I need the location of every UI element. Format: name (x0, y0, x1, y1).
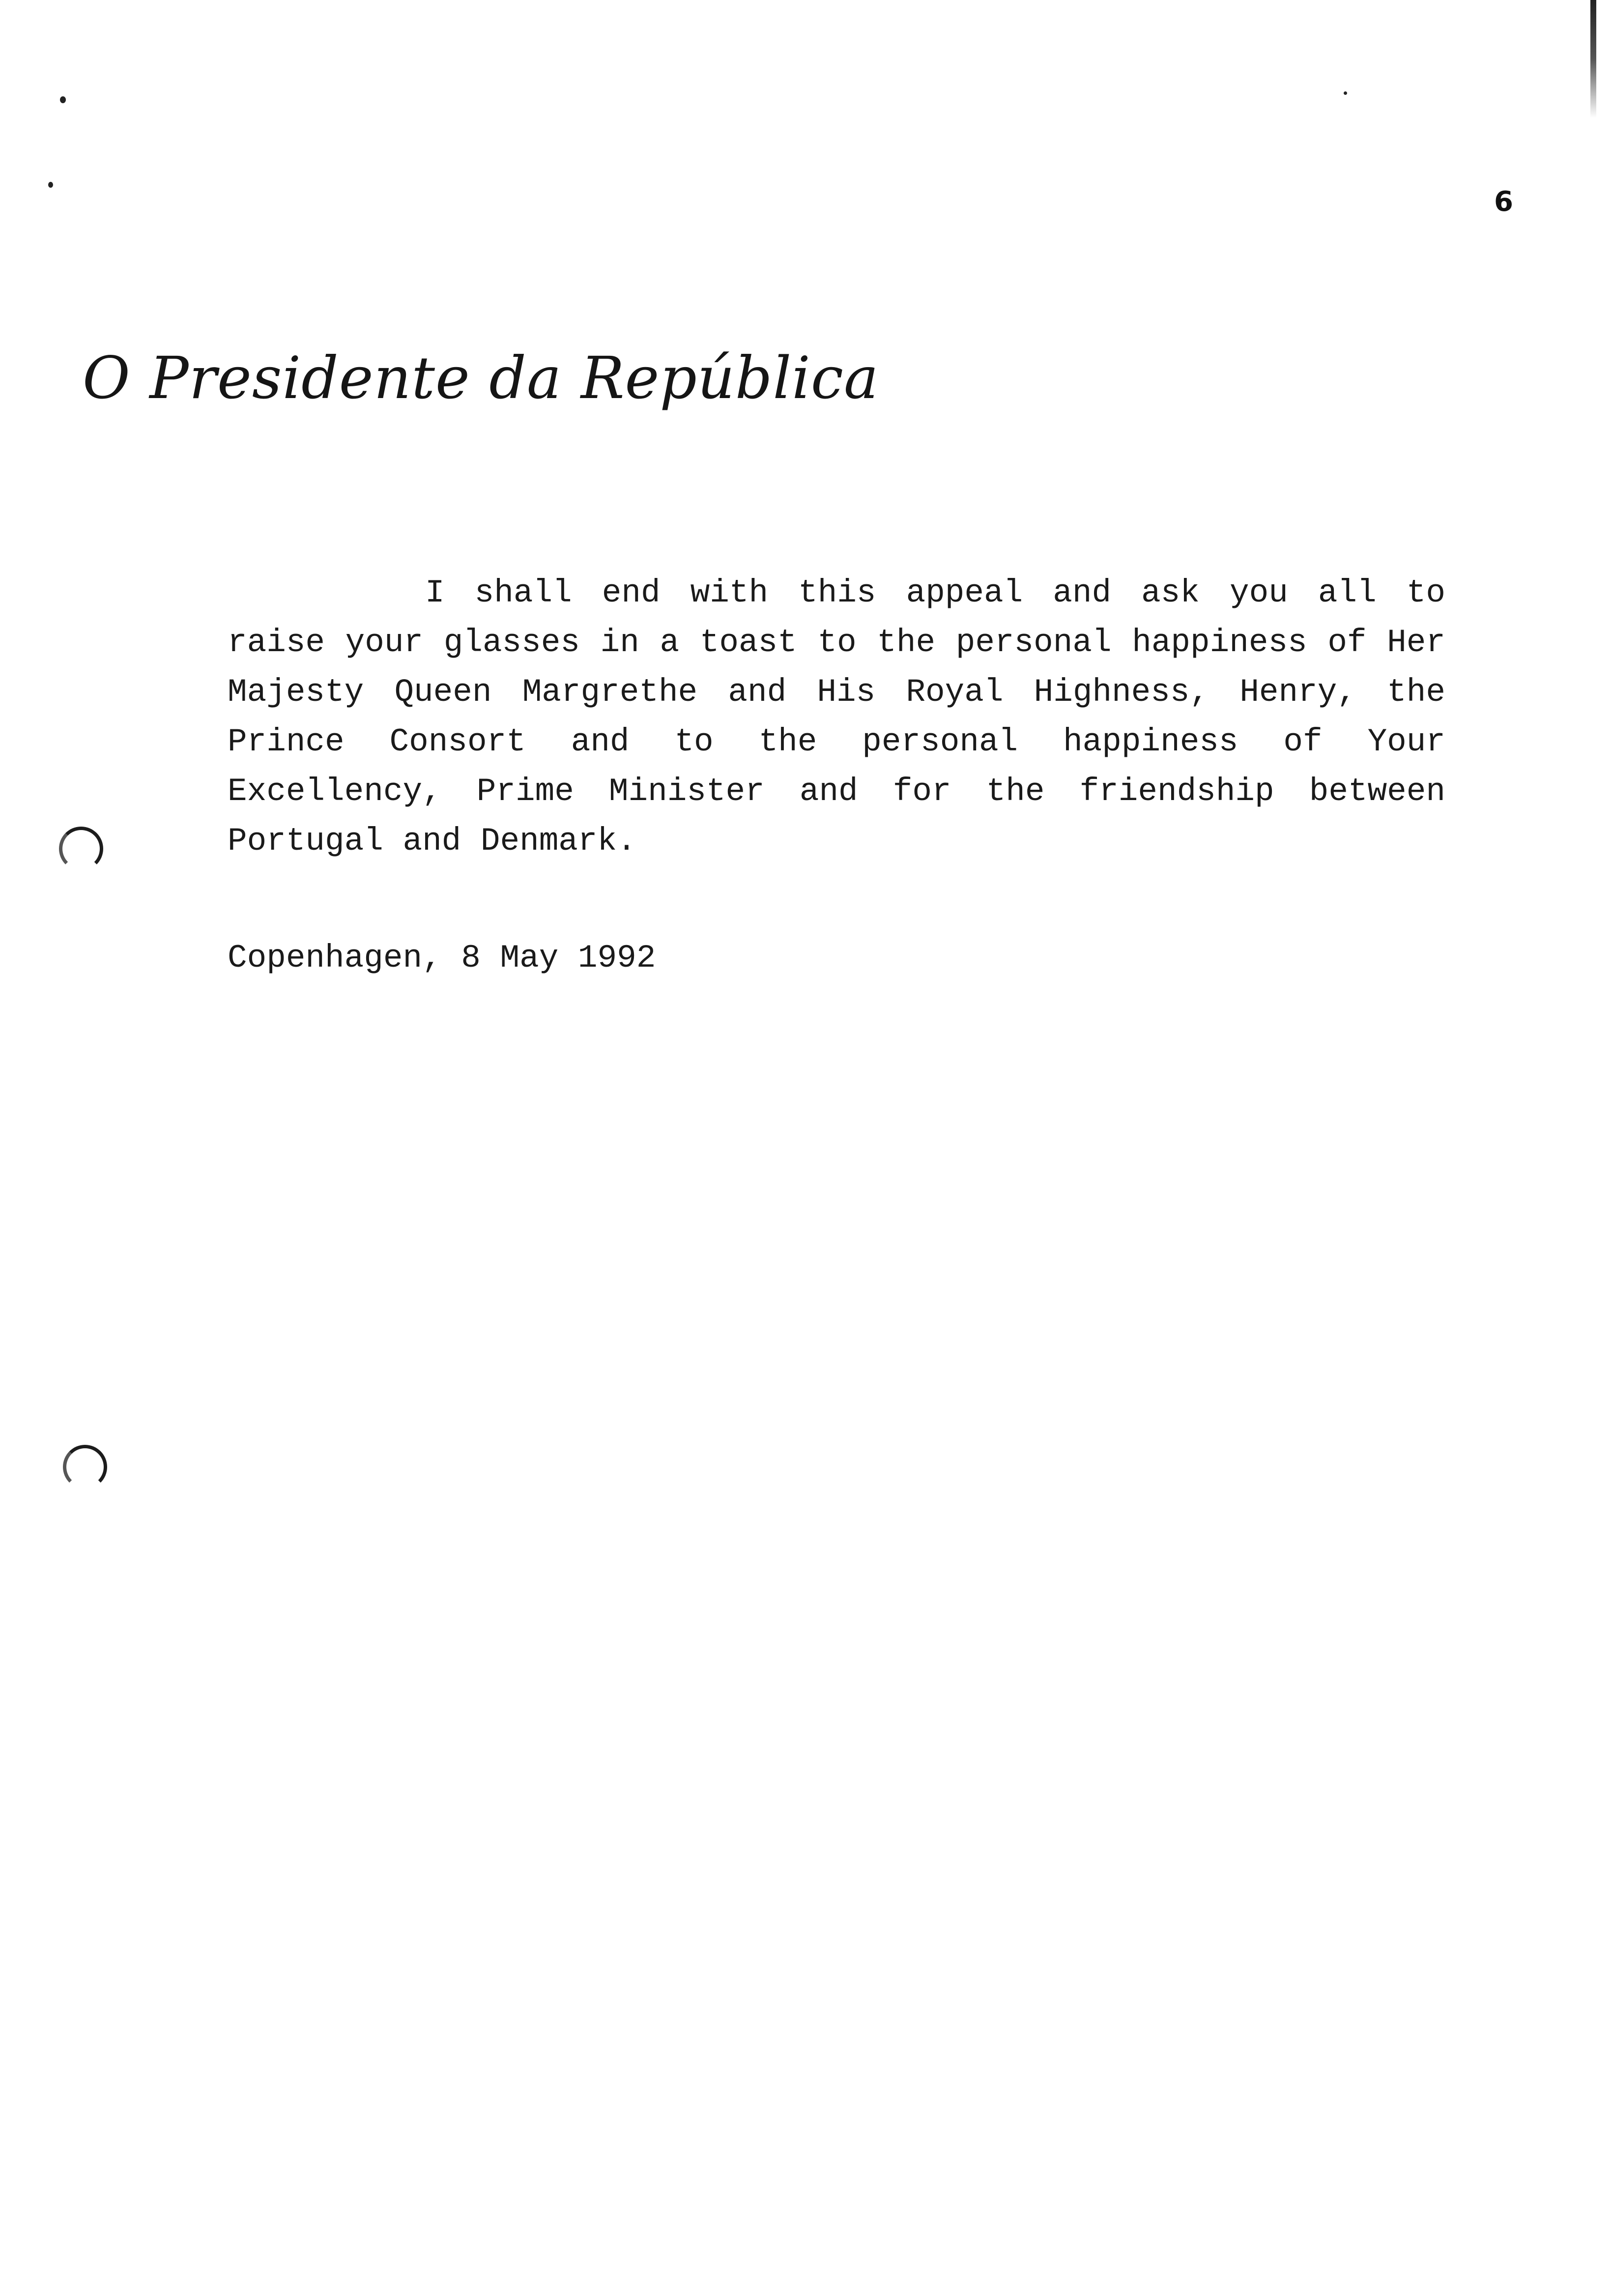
page-number: 6 (1494, 186, 1513, 218)
letterhead-title: O Presidente da República (83, 344, 879, 412)
punch-hole-mark (63, 1445, 107, 1489)
punch-hole-mark (59, 827, 103, 871)
scan-edge-mark (1590, 0, 1596, 118)
scan-speck (60, 96, 66, 103)
place-and-date: Copenhagen, 8 May 1992 (228, 940, 656, 976)
scan-speck (48, 182, 53, 188)
scan-speck (1344, 91, 1347, 95)
body-paragraph: I shall end with this appeal and ask you all to raise your glasses in a toast to the personal happiness of Her Majesty Queen Margrethe and His Royal Highness, Henry, the Prince Consort and to the personal happiness of Your Excellency, Prime Minister and for the friendship between Portugal and Denmark. (228, 574, 1445, 860)
